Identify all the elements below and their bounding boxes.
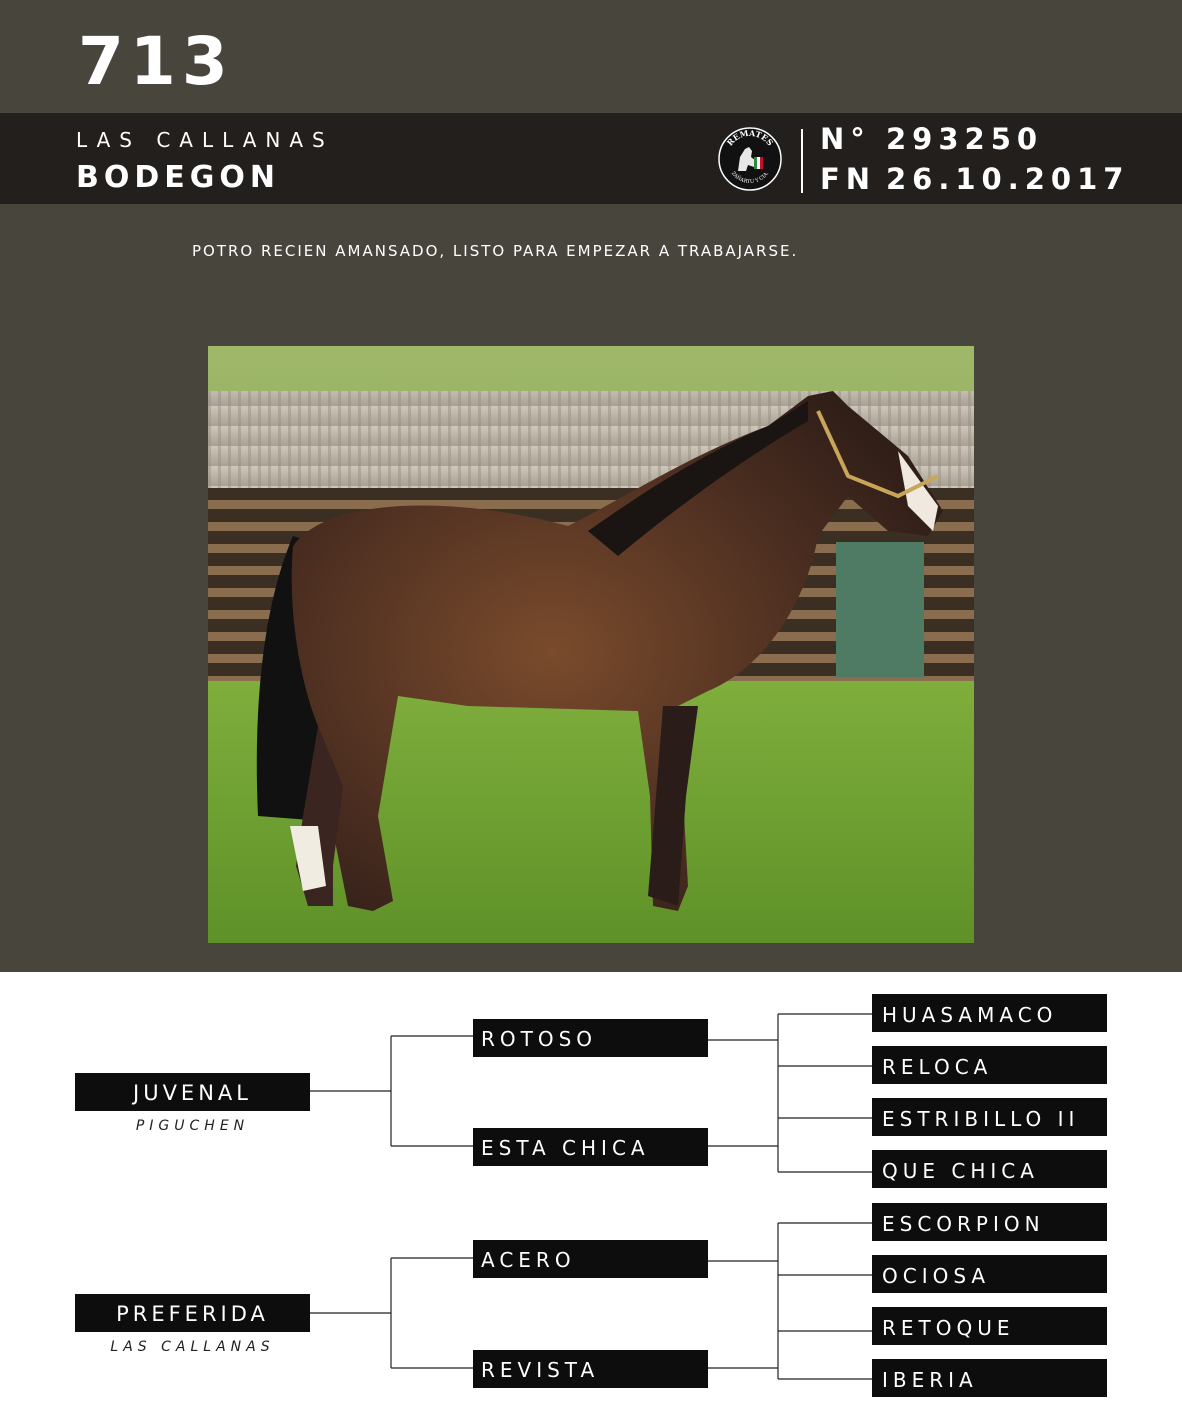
grandparent-esta-chica: ESTA CHICA: [473, 1128, 708, 1166]
header-divider: [801, 129, 803, 193]
great-grandparent-retoque: RETOQUE: [872, 1307, 1107, 1345]
horse-photo: [208, 346, 974, 943]
remates-logo-icon: [718, 127, 782, 191]
horse-description: POTRO RECIEN AMANSADO, LISTO PARA EMPEZAR A TRABAJARSE.: [192, 242, 799, 260]
great-grandparent-reloca: RELOCA: [872, 1046, 1107, 1084]
logo-text-bottom: ZAÑARTU Y CIA.: [729, 170, 771, 186]
sire-origin: PIGUCHEN: [135, 1118, 250, 1134]
grandparent-rotoso: ROTOSO: [473, 1019, 708, 1057]
great-grandparent-ociosa: OCIOSA: [872, 1255, 1107, 1293]
grandparent-acero: ACERO: [473, 1240, 708, 1278]
horse-name: BODEGON: [76, 160, 280, 195]
birth-date-label: FN: [820, 162, 877, 196]
registration-number: 293250: [886, 122, 1044, 156]
registration-label: N°: [820, 122, 871, 156]
logo-text-top: REMATES: [724, 127, 776, 148]
breeder-name: LAS CALLANAS: [76, 128, 334, 152]
dam-origin: LAS CALLANAS: [110, 1339, 275, 1355]
dam-name: PREFERIDA: [75, 1294, 310, 1332]
birth-date-line: [820, 162, 1129, 196]
great-grandparent-huasamaco: HUASAMACO: [872, 994, 1107, 1032]
birth-date: 26.10.2017: [886, 162, 1130, 196]
great-grandparent-estribillo-ii: ESTRIBILLO II: [872, 1098, 1107, 1136]
registration-line: [820, 122, 1043, 156]
great-grandparent-que-chica: QUE CHICA: [872, 1150, 1107, 1188]
grandparent-revista: REVISTA: [473, 1350, 708, 1388]
great-grandparent-iberia: IBERIA: [872, 1359, 1107, 1397]
sire-name: JUVENAL: [75, 1073, 310, 1111]
lot-number: 713: [78, 23, 234, 100]
great-grandparent-escorpion: ESCORPION: [872, 1203, 1107, 1241]
